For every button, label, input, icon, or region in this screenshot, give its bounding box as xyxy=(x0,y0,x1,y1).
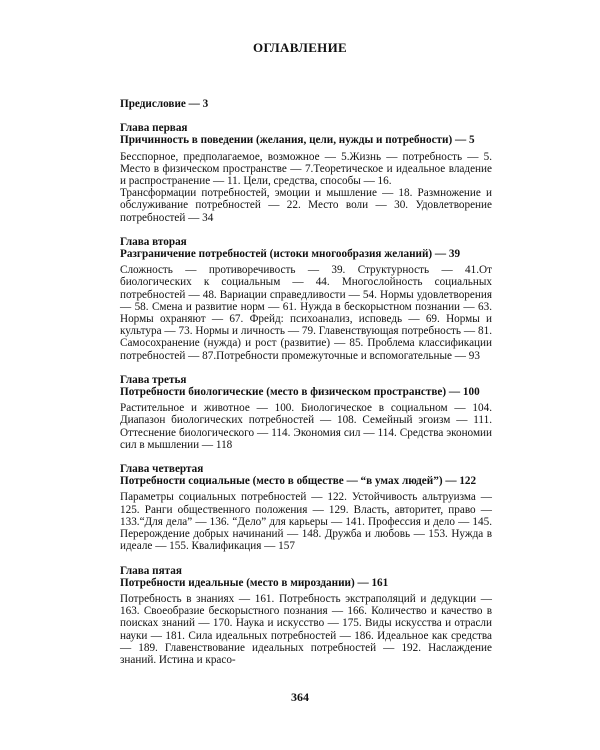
chapter-label: Глава четвертая xyxy=(120,463,204,476)
chapter-4 xyxy=(120,463,492,552)
chapter-label: Глава третья xyxy=(120,373,187,386)
chapter-title: Разграничение потребностей (истоки многообразия желаний) — 39 xyxy=(120,248,461,261)
chapter-title: Причинность в поведении (желания, цели, нужды и потребности) — 5 xyxy=(120,134,475,147)
chapter-label: Глава первая xyxy=(120,122,188,135)
chapter-label: Глава пятая xyxy=(120,564,182,577)
chapter-contents: Растительное и животное — 100. Биологическое в социальном — 104. Диапазон биологических потребностей — 108. Семейный эгоизм — 111. Оттеснение биологического — 114. Экономия сил — 114. Средства экономии сил в мышлении — 118 xyxy=(120,402,492,451)
chapter-3 xyxy=(120,374,492,451)
chapter-title: Потребности биологические (место в физическом пространстве) — 100 xyxy=(120,386,480,399)
chapter-contents: Трансформации потребностей, эмоции и мышление — 18. Размножение и обслуживание потребностей — 22. Место воли — 30. Удовлетворение потребностей — 34 xyxy=(120,187,492,224)
page-number: 364 xyxy=(291,690,309,704)
chapter-label: Глава вторая xyxy=(120,235,187,248)
preface-entry: Предисловие — 3 xyxy=(120,98,209,110)
chapter-5 xyxy=(120,565,492,667)
chapter-contents: Сложность — противоречивость — 39. Структурность — 41.От биологических к социальным — 44. Многослойность социальных потребностей — 48. Вариации справедливости — 54. Нормы удовлетворения — 58. Смена и развитие норм — 61. Нужда в бескорыстном познании — 63. Нормы охраняют — 67. Фрейд: психоанализ, исповедь — 69. Нормы и культура — 73. Нормы и личность — 79. Главенствующая потребность — 81. Самосохранение (нужда) и рост (развитие) — 85. Проблема классификации потребностей — 87.Потребности промежуточные и вспомогательные — 93 xyxy=(120,264,492,362)
chapter-title: Потребности социальные (место в обществе — “в умах людей”) — 122 xyxy=(120,475,477,488)
chapter-1 xyxy=(120,122,492,224)
chapter-contents: Потребность в знаниях — 161. Потребность экстраполяций и дедукции — 163. Своеобразие бескорыстного познания — 166. Количество и качество в поисках знаний — 170. Наука и искусство — 175. Виды искусства и отрасли науки — 181. Сила идеальных потребностей — 186. Идеальное как средства — 189. Главенствование идеальных потребностей — 192. Наслаждение знаний. Истина и красо- xyxy=(120,592,492,666)
page-title: ОГЛАВЛЕНИЕ xyxy=(253,40,347,55)
chapter-contents: Параметры социальных потребностей — 122. Устойчивость альтруизма — 125. Ранги общественного положения — 129. Власть, авторитет, право — 133.“Для дела” — 136. “Дело” для карьеры — 141. Профессия и дело — 145. Перерождение добрых начинаний — 148. Дружба и любовь — 153. Нужда в идеале — 155. Квалификация — 157 xyxy=(120,491,492,553)
chapter-contents: Бесспорное, предполагаемое, возможное — 5.Жизнь — потребность — 5. Место в физическом пространстве — 7.Теоретическое и идеальное владение и распространение — 11. Цели, средства, способы — 16. xyxy=(120,150,492,188)
chapter-title: Потребности идеальные (место в мироздании) — 161 xyxy=(120,576,389,589)
table-of-contents xyxy=(120,98,492,678)
chapter-2 xyxy=(120,236,492,362)
